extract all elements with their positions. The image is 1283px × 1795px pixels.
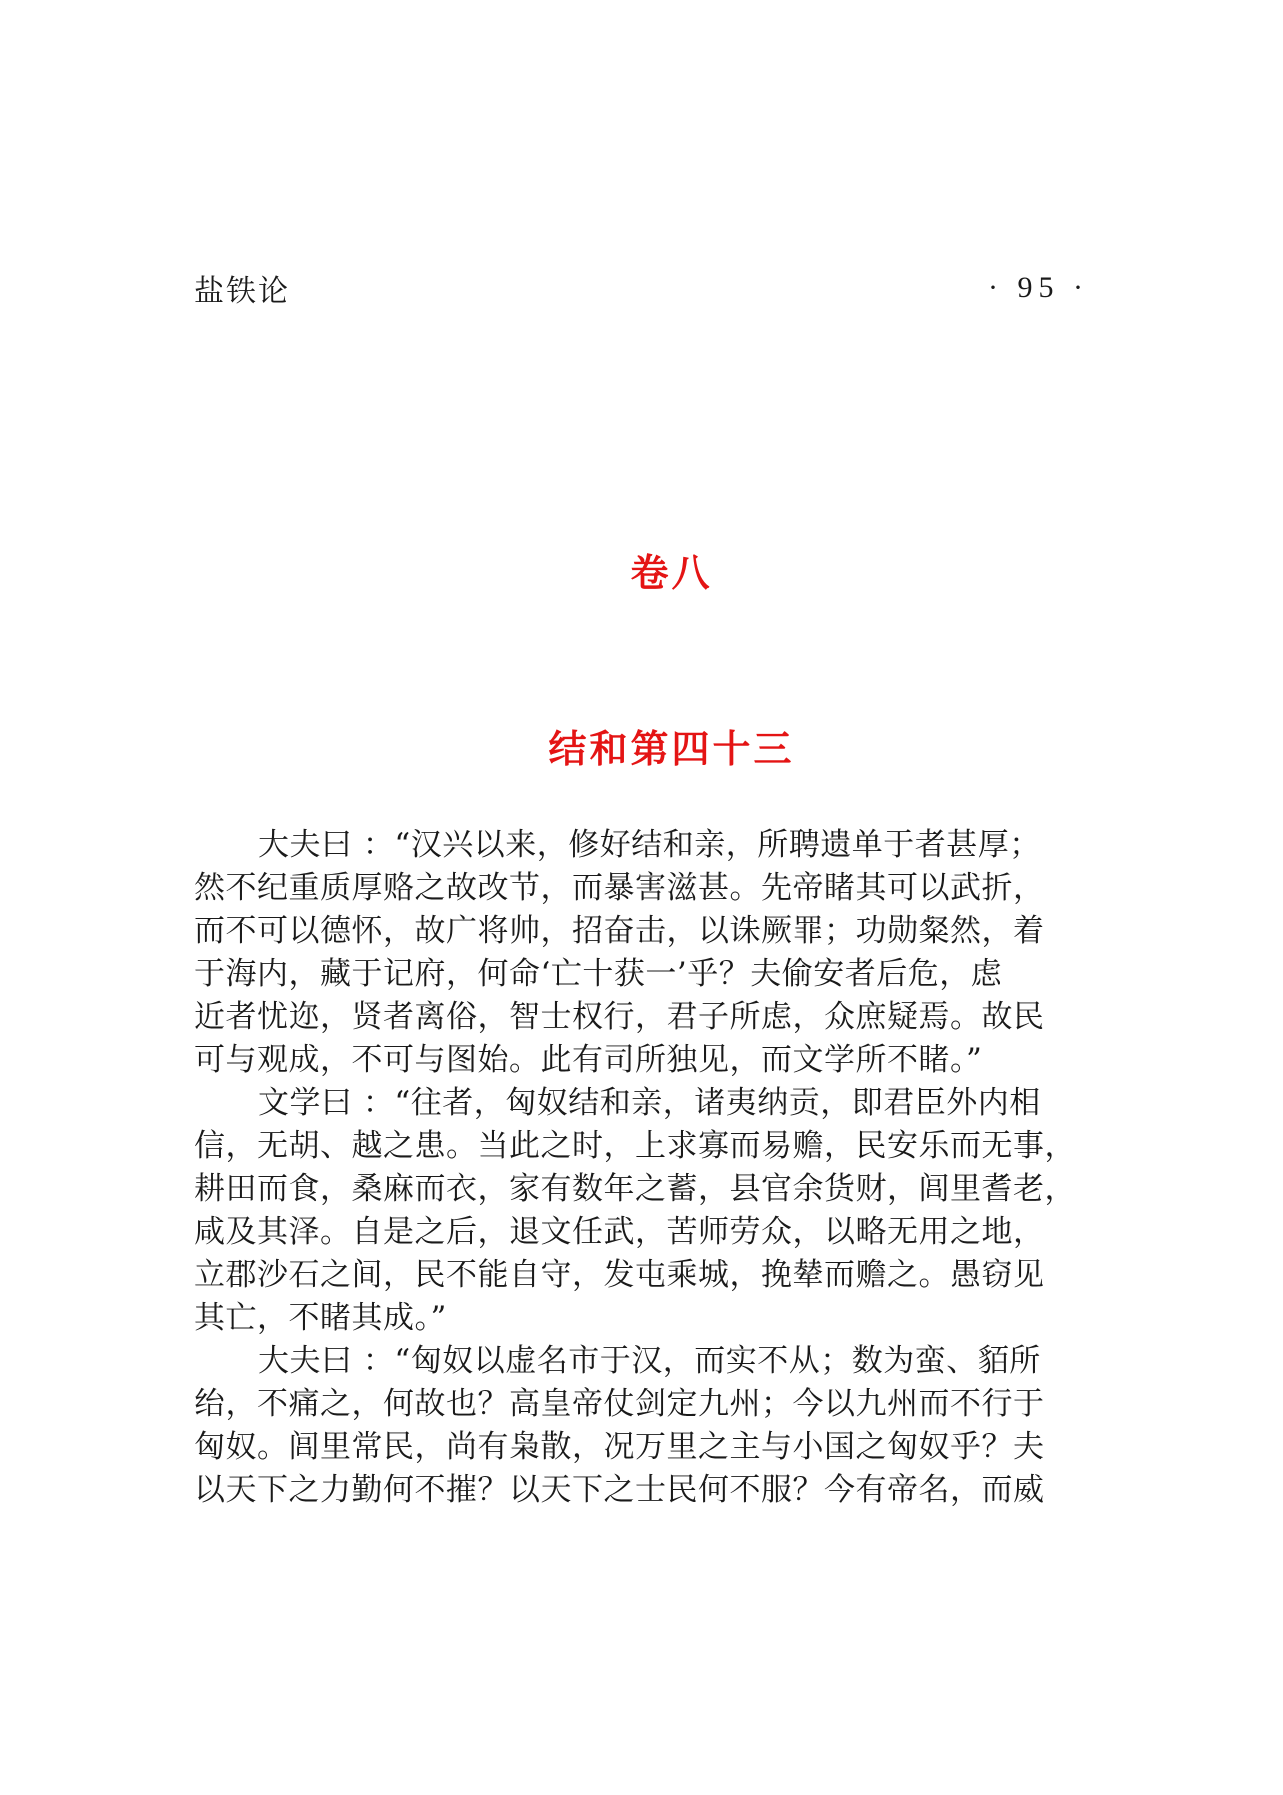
text-line: 大夫曰 ：“汉兴以来，修好结和亲，所聘遗单于者甚厚； (258, 827, 1041, 863)
paragraph (194, 1082, 1094, 1340)
text-line: 以天下之力勤何不摧？以天下之士民何不服？今有帝名，而威 (194, 1472, 1045, 1508)
volume-title: 卷八 (630, 551, 713, 595)
text-line: 而不可以德怀，故广将帅，招奋击，以诛厥罪；功勋粲然，着 (194, 913, 1045, 949)
text-line: 于海内，藏于记府，何命‘亡十获一’乎？夫偷安者后危，虑 (194, 956, 1003, 992)
body-text (194, 824, 1094, 1512)
text-line: 匈奴。闾里常民，尚有枭散，况万里之主与小国之匈奴乎？夫 (194, 1429, 1045, 1465)
paragraph (194, 1340, 1094, 1512)
book-title: 盐铁论 (194, 274, 290, 309)
page-number: · 95 · (988, 271, 1089, 304)
text-line: 咸及其泽。自是之后，退文任武，苦师劳众，以略无用之地， (194, 1214, 1045, 1250)
text-line: 文学曰 ：“往者，匈奴结和亲，诸夷纳贡，即君臣外内相 (258, 1085, 1041, 1121)
text-line: 绐，不痛之，何故也？高皇帝仗剑定九州；今以九州而不行于 (194, 1386, 1045, 1422)
paragraph (194, 824, 1094, 1082)
chapter-title: 结和第四十三 (548, 727, 795, 771)
text-line: 近者忧迩，贤者离俗，智士权行，君子所虑，众庶疑焉。故民 (194, 999, 1045, 1035)
text-line: 可与观成，不可与图始。此有司所独见，而文学所不睹。” (194, 1042, 983, 1078)
text-line: 立郡沙石之间，民不能自守，发屯乘城，挽辇而赡之。愚窃见 (194, 1257, 1045, 1293)
text-line: 耕田而食，桑麻而衣，家有数年之蓄，县官余货财，闾里耆老， (194, 1171, 1076, 1207)
running-header (194, 266, 1089, 310)
text-line: 然不纪重质厚赂之故改节，而暴害滋甚。先帝睹其可以武折， (194, 870, 1045, 906)
text-line: 大夫曰 ：“匈奴以虚名市于汉，而实不从；数为蛮、貊所 (258, 1343, 1041, 1379)
text-line: 信，无胡、越之患。当此之时，上求寡而易赡，民安乐而无事， (194, 1128, 1076, 1164)
text-line: 其亡，不睹其成。” (194, 1300, 447, 1336)
